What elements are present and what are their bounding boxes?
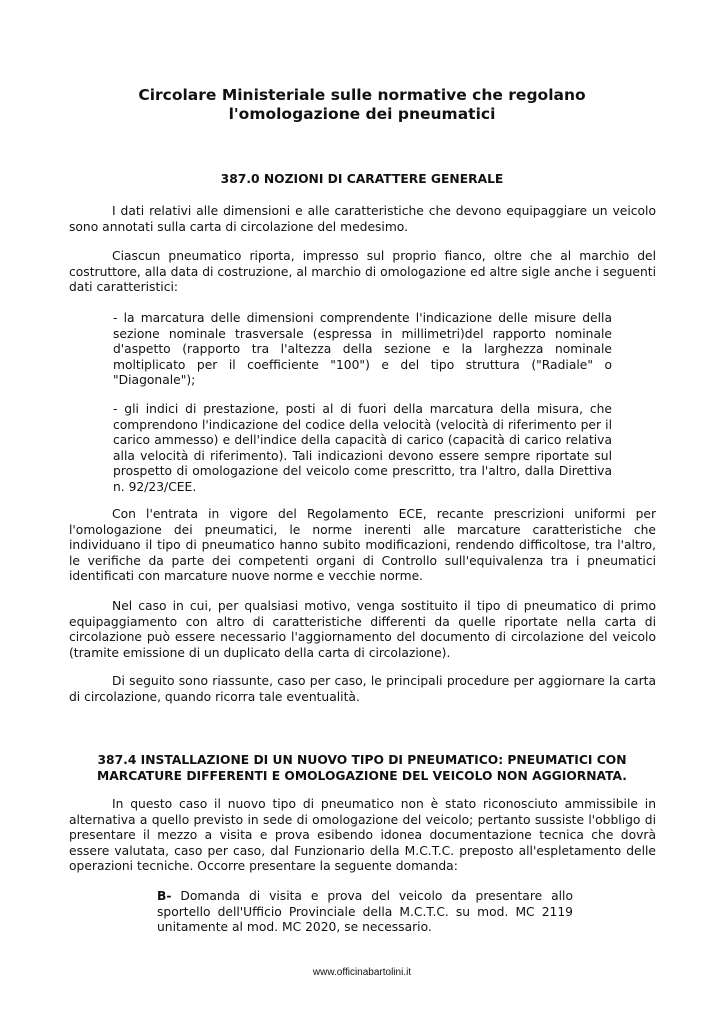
section-heading-387-0: 387.0 NOZIONI DI CARATTERE GENERALE — [220, 172, 504, 186]
list-item: - la marcatura delle dimensioni comprendente l'indicazione delle misure della sezione nominale trasversale (espressa in millimetri)del rapporto nominale d'aspetto (rapporto tra l'altezza della sezione e la larghezza nominale moltiplicato per il coefficiente "100") e del tipo struttura ("Radiale" o "Diagonale"); — [113, 311, 612, 388]
heading-line-2: MARCATURE DIFFERENTI E OMOLOGAZIONE DEL VEICOLO NON AGGIORNATA. — [97, 769, 627, 783]
document-title — [60, 86, 664, 124]
list-item: - gli indici di prestazione, posti al di fuori della marcatura della misura, che comprendono l'indicazione del codice della velocità (velocità di riferimento per il carico ammesso) e dell'indice della capacità di carico (capacità di carico relativa alla velocità di riferimento). Tali indicazioni devono essere sempre riportate sul prospetto di omologazione del veicolo come prescritto, tra l'altro, dalla Direttiva n. 92/23/CEE. — [113, 402, 612, 494]
paragraph: In questo caso il nuovo tipo di pneumatico non è stato riconosciuto ammissibile in alternativa a quello previsto in sede di omologazione del veicolo; pertanto sussiste l'obbligo di presentare il mezzo a visita e prova esibendo idonea documentazione tecnica che dovrà essere valutata, caso per caso, dal Funzionario della M.C.T.C. preposto all'espletamento delle operazioni tecniche. Occorre presentare la seguente domanda: — [69, 797, 656, 874]
title-line-2: l'omologazione dei pneumatici — [228, 105, 496, 123]
section-heading-387-4 — [40, 752, 684, 784]
form-request-block — [157, 889, 573, 936]
paragraph: Ciascun pneumatico riporta, impresso sul proprio fianco, oltre che al marchio del costruttore, alla data di costruzione, al marchio di omologazione ed altre sigle anche i seguenti dati caratteristici: — [69, 249, 656, 295]
paragraph: Nel caso in cui, per qualsiasi motivo, venga sostituito il tipo di pneumatico di primo equipaggiamento con altro di caratteristiche differenti da quelle riportate nella carta di circolazione può essere necessario l'aggiornamento del documento di circolazione del veicolo (tramite emissione di un duplicato della carta di circolazione). — [69, 599, 656, 660]
title-line-1: Circolare Ministeriale sulle normative che regolano — [138, 86, 586, 104]
footer-website: www.officinabartolini.it — [312, 967, 412, 978]
heading-line-1: 387.4 INSTALLAZIONE DI UN NUOVO TIPO DI PNEUMATICO: PNEUMATICI CON — [97, 753, 627, 767]
b-label: B- — [157, 889, 172, 903]
paragraph: Di seguito sono riassunte, caso per caso, le principali procedure per aggiornare la carta di circolazione, quando ricorra tale eventualità. — [69, 674, 656, 704]
paragraph: Con l'entrata in vigore del Regolamento ECE, recante prescrizioni uniformi per l'omologazione dei pneumatici, le norme inerenti alle marcature caratteristiche che individuano il tipo di pneumatico hanno subito modificazioni, rendendo difficoltose, tra l'altro, le verifiche da parte dei competenti organi di Controllo sull'equivalenza tra i pneumatici identificati con marcature nuove norme e vecchie norme. — [69, 507, 656, 584]
b-text: Domanda di visita e prova del veicolo da presentare allo sportello dell'Ufficio Provinciale della M.C.T.C. su mod. MC 2119 unitamente al mod. MC 2020, se necessario. — [157, 889, 573, 935]
paragraph: I dati relativi alle dimensioni e alle caratteristiche che devono equipaggiare un veicolo sono annotati sulla carta di circolazione del medesimo. — [69, 204, 656, 234]
